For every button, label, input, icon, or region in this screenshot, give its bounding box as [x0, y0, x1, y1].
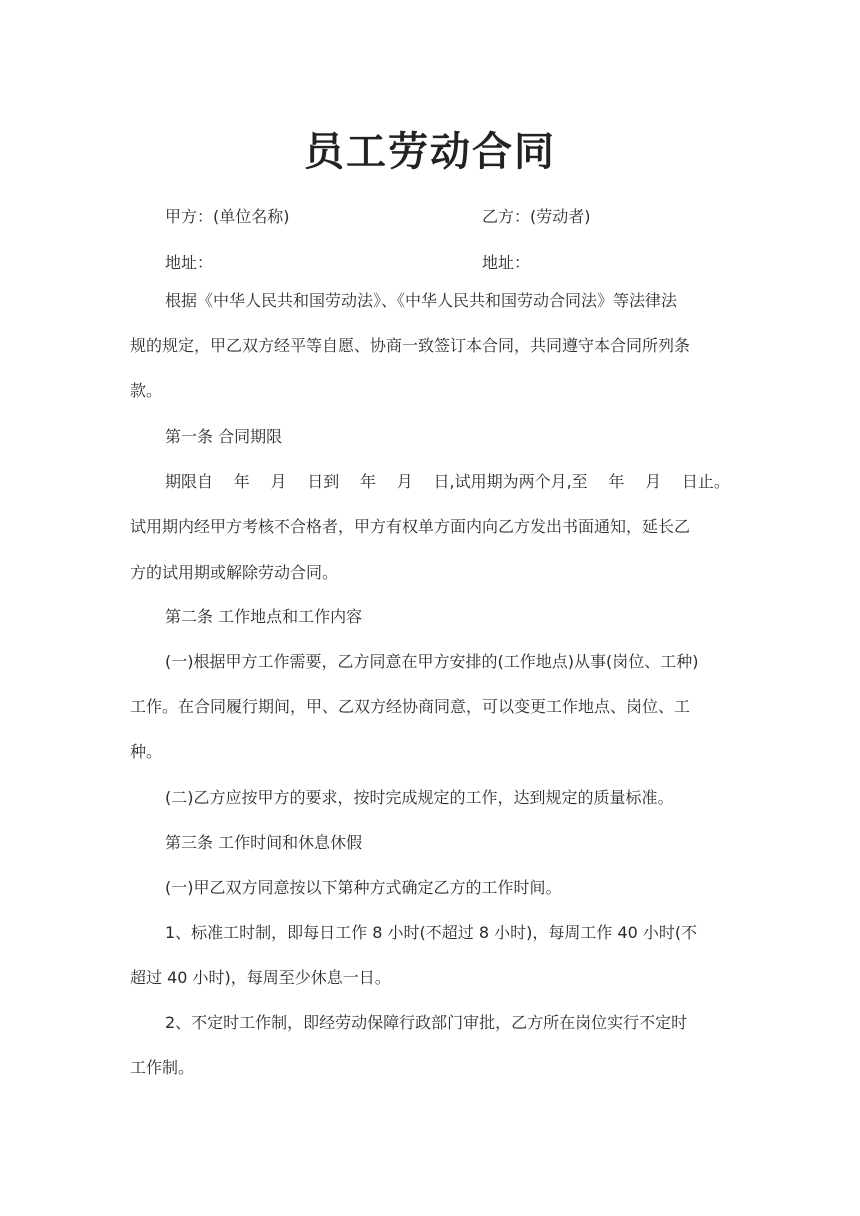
term-text: 年 [233, 472, 250, 491]
article-1-term-line [165, 471, 730, 493]
article-2-p2: (二)乙方应按甲方的要求，按时完成规定的工作，达到规定的质量标准。 [165, 788, 674, 807]
term-text: 年 [608, 472, 625, 491]
term-text: 日,试用期为两个月,至 [433, 472, 588, 491]
term-text: 月 [270, 472, 287, 491]
intro-line-2: 规的规定，甲乙双方经平等自愿、协商一致签订本合同，共同遵守本合同所列条 [130, 336, 691, 355]
article-3-p1: (一)甲乙双方同意按以下第种方式确定乙方的工作时间。 [165, 878, 562, 897]
article-3-heading: 第三条 工作时间和休息休假 [165, 833, 363, 852]
article-2-p1-line-3: 种。 [130, 742, 163, 761]
term-text: 期限自 [165, 472, 214, 491]
party-b-address: 地址： [482, 253, 531, 272]
article-3-item-1-line-2: 超过 40 小时)，每周至少休息一日。 [130, 968, 391, 987]
document-title: 员工劳动合同 [304, 129, 556, 175]
article-3-item-1-line-1: 1、标准工时制，即每日工作 8 小时(不超过 8 小时)，每周工作 40 小时(不 [165, 923, 698, 942]
term-text: 月 [645, 472, 662, 491]
party-a-label: 甲方：(单位名称) [165, 207, 290, 226]
article-3-item-2-line-2: 工作制。 [130, 1058, 195, 1077]
intro-line-3: 款。 [130, 381, 163, 400]
article-3-item-2-line-1: 2、不定时工作制，即经劳动保障行政部门审批，乙方所在岗位实行不定时 [165, 1013, 688, 1032]
article-2-heading: 第二条 工作地点和工作内容 [165, 607, 363, 626]
term-text: 日止。 [681, 472, 730, 491]
article-1-heading: 第一条 合同期限 [165, 427, 283, 446]
party-a-address: 地址： [165, 253, 214, 272]
intro-line-1: 根据《中华人民共和国劳动法》、《中华人民共和国劳动合同法》等法律法 [165, 291, 678, 310]
article-1-line-2: 试用期内经甲方考核不合格者，甲方有权单方面内向乙方发出书面通知，延长乙 [130, 517, 691, 536]
term-text: 年 [360, 472, 377, 491]
article-2-p1-line-1: (一)根据甲方工作需要，乙方同意在甲方安排的(工作地点)从事(岗位、工种) [165, 652, 699, 671]
term-text: 月 [396, 472, 413, 491]
article-1-line-3: 方的试用期或解除劳动合同。 [130, 563, 339, 582]
article-2-p1-line-2: 工作。在合同履行期间，甲、乙双方经协商同意，可以变更工作地点、岗位、工 [130, 697, 691, 716]
party-b-label: 乙方：(劳动者) [482, 207, 591, 226]
term-text: 日到 [307, 472, 340, 491]
